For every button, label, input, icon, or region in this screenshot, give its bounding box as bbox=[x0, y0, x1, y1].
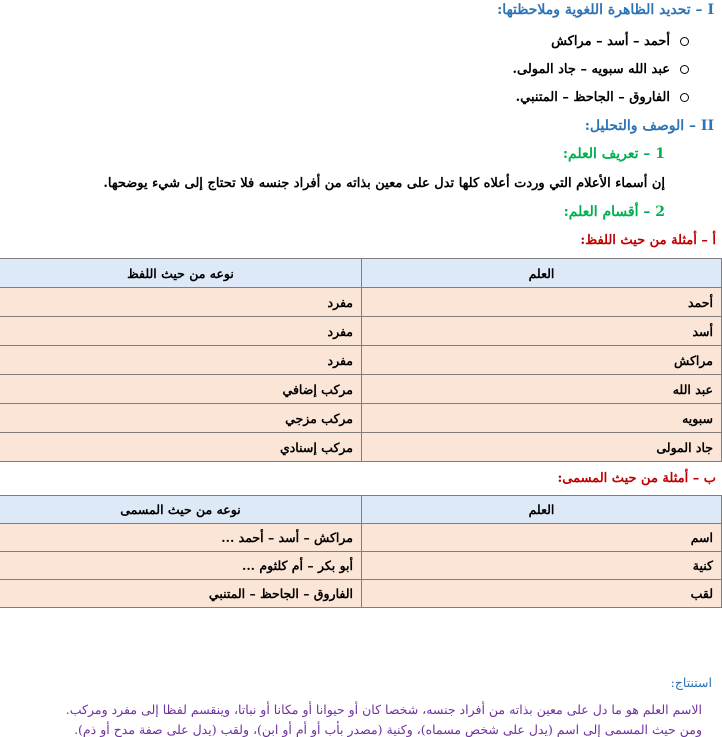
table-cell: أسد bbox=[362, 317, 722, 346]
table-cell: عبد الله bbox=[362, 375, 722, 404]
table-header: العلم bbox=[362, 496, 722, 524]
table-cell: أبو بكر – أم كلثوم ... bbox=[0, 552, 362, 580]
table-header-row bbox=[0, 496, 722, 524]
section1-title: I – تحديد الظاهرة اللغوية وملاحظتها: bbox=[497, 2, 714, 18]
bullet-item: الفاروق – الجاحظ – المتنبي. bbox=[516, 90, 689, 105]
subsection-divisions-title: 2 – أقسام العلم: bbox=[563, 204, 665, 220]
conclusion-line: ومن حيث المسمى إلى اسم (يدل على شخص مسماه)، وكنية (مصدر بأب أو أم أو ابن)، ولقب (يدل على صفة مدح أو ذم). bbox=[74, 722, 702, 737]
table-cell: مفرد bbox=[0, 288, 362, 317]
table-header: نوعه من حيث المسمى bbox=[0, 496, 362, 524]
table-header-row bbox=[0, 259, 722, 288]
definition-text: إن أسماء الأعلام التي وردت أعلاه كلها تدل على معين بذاته من أفراد جنسه فلا تحتاج إلى شيء يوضحها. bbox=[103, 176, 665, 191]
examples-by-form-title: أ – أمثلة من حيث اللفظ: bbox=[580, 233, 716, 248]
table-row bbox=[0, 288, 722, 317]
table-row bbox=[0, 580, 722, 608]
table-row bbox=[0, 524, 722, 552]
table-cell: سبويه bbox=[362, 404, 722, 433]
table-row bbox=[0, 375, 722, 404]
circle-bullet-icon bbox=[680, 37, 689, 46]
table-cell: الفاروق – الجاحظ – المتنبي bbox=[0, 580, 362, 608]
circle-bullet-icon bbox=[680, 65, 689, 74]
examples-by-named-title: ب – أمثلة من حيث المسمى: bbox=[557, 471, 716, 486]
section2-title: II – الوصف والتحليل: bbox=[584, 118, 714, 134]
table-cell: اسم bbox=[362, 524, 722, 552]
table-header: نوعه من حيث اللفظ bbox=[0, 259, 362, 288]
table-row bbox=[0, 433, 722, 462]
table-cell: لقب bbox=[362, 580, 722, 608]
bullet-item: عبد الله سبويه – جاد المولى. bbox=[512, 62, 689, 77]
circle-bullet-icon bbox=[680, 93, 689, 102]
table-cell: جاد المولى bbox=[362, 433, 722, 462]
table-cell: مراكش – أسد – أحمد ... bbox=[0, 524, 362, 552]
table-cell: كنية bbox=[362, 552, 722, 580]
table-cell: مفرد bbox=[0, 317, 362, 346]
conclusion-title: استنتاج: bbox=[670, 675, 712, 690]
table-cell: مراكش bbox=[362, 346, 722, 375]
table-cell: أحمد bbox=[362, 288, 722, 317]
table-cell: مركب إسنادي bbox=[0, 433, 362, 462]
subsection-definition-title: 1 – تعريف العلم: bbox=[562, 146, 665, 162]
table-cell: مركب إضافي bbox=[0, 375, 362, 404]
table-row bbox=[0, 404, 722, 433]
bullet-item: أحمد – أسد – مراكش bbox=[551, 34, 689, 49]
table-cell: مفرد bbox=[0, 346, 362, 375]
table-row bbox=[0, 552, 722, 580]
table-row bbox=[0, 317, 722, 346]
form-type-table bbox=[0, 258, 722, 462]
named-type-table bbox=[0, 495, 722, 608]
conclusion-line: الاسم العلم هو ما دل على معين بذاته من أفراد جنسه، شخصا كان أو حيوانا أو مكانا أو نباتا، وينقسم لفظا إلى مفرد ومركب. bbox=[65, 702, 702, 717]
table-header: العلم bbox=[362, 259, 722, 288]
table-cell: مركب مزجي bbox=[0, 404, 362, 433]
table-row bbox=[0, 346, 722, 375]
